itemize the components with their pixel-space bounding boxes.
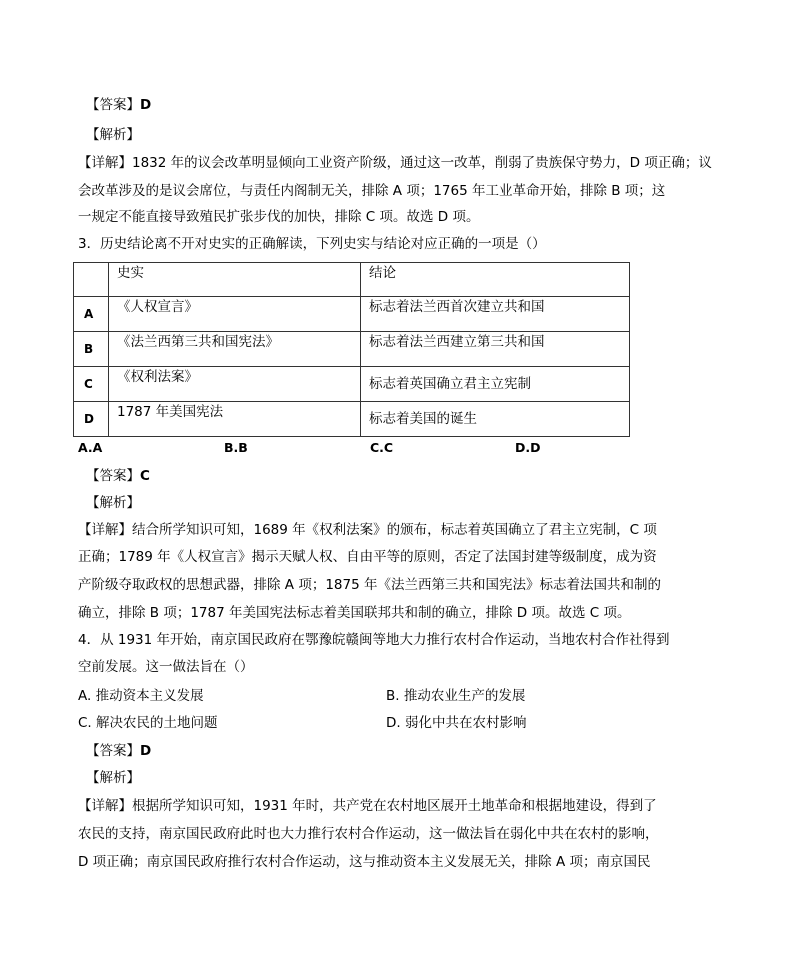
row-conclusion: 标志着法兰西建立第三共和国 [361, 332, 630, 367]
table-header-cell [74, 263, 109, 297]
row-conclusion: 标志着法兰西首次建立共和国 [361, 297, 630, 332]
option-c: C.C [370, 440, 394, 455]
q3-analysis-label: 【解析】 [86, 495, 140, 511]
q2-answer: 【答案】D [86, 97, 152, 113]
option-a: A. 推动资本主义发展 [78, 688, 204, 704]
option-d: D. 弱化中共在农村影响 [386, 715, 527, 731]
table-row [74, 332, 630, 367]
option-b: B. 推动农业生产的发展 [386, 688, 526, 704]
q2-detail-line: 会改革涉及的是议会席位，与责任内阁制无关，排除 A 项；1765 年工业革命开始，排除 B 项；这 [78, 183, 666, 199]
row-fact: 《人权宣言》 [109, 297, 361, 332]
option-c: C. 解决农民的土地问题 [78, 715, 218, 731]
q3-detail-line: 确立，排除 B 项；1787 年美国宪法标志着美国联邦共和制的确立，排除 D 项。故选 C 项。 [78, 605, 631, 621]
row-fact: 《法兰西第三共和国宪法》 [109, 332, 361, 367]
q4-detail-line: D 项正确；南京国民政府推行农村合作运动，这与推动资本主义发展无关，排除 A 项；南京国民 [78, 854, 651, 870]
table-row [74, 402, 630, 437]
table-row [74, 367, 630, 402]
row-conclusion: 标志着英国确立君主立宪制 [361, 367, 630, 402]
q3-detail-line: 【详解】结合所学知识可知，1689 年《权利法案》的颁布，标志着英国确立了君主立宪制，C 项 [78, 522, 657, 538]
option-b: B.B [224, 440, 248, 455]
row-conclusion: 标志着美国的诞生 [361, 402, 630, 437]
q3-detail-line: 产阶级夺取政权的思想武器，排除 A 项；1875 年《法兰西第三共和国宪法》标志着法国共和制的 [78, 577, 661, 593]
table-header-cell: 史实 [109, 263, 361, 297]
row-key: B [74, 332, 109, 367]
q3-stem: 3．历史结论离不开对史实的正确解读，下列史实与结论对应正确的一项是（） [78, 236, 546, 252]
option-d: D.D [515, 440, 541, 455]
q4-answer: 【答案】D [86, 743, 152, 759]
table-header-row [74, 263, 630, 297]
q2-detail-line: 一规定不能直接导致殖民扩张步伐的加快，排除 C 项。故选 D 项。 [78, 209, 480, 225]
q2-detail-line: 【详解】1832 年的议会改革明显倾向工业资产阶级，通过这一改革，削弱了贵族保守势力，D 项正确；议 [78, 155, 712, 171]
row-fact: 1787 年美国宪法 [109, 402, 361, 437]
row-key: A [74, 297, 109, 332]
q4-analysis-label: 【解析】 [86, 770, 140, 786]
q3-detail-line: 正确；1789 年《人权宣言》揭示天赋人权、自由平等的原则，否定了法国封建等级制度，成为资 [78, 549, 657, 565]
table-row [74, 297, 630, 332]
option-a: A.A [78, 440, 103, 455]
q2-analysis-label: 【解析】 [86, 127, 140, 143]
q3-table [73, 262, 630, 437]
q4-stem: 4．从 1931 年开始，南京国民政府在鄂豫皖赣闽等地大力推行农村合作运动，当地农村合作社得到 [78, 632, 670, 648]
row-key: C [74, 367, 109, 402]
q4-detail-line: 农民的支持，南京国民政府此时也大力推行农村合作运动，这一做法旨在弱化中共在农村的影响， [78, 826, 659, 842]
q4-detail-line: 【详解】根据所学知识可知，1931 年时，共产党在农村地区展开土地革命和根据地建设，得到了 [78, 798, 657, 814]
table-header-cell: 结论 [361, 263, 630, 297]
q4-stem: 空前发展。这一做法旨在（） [78, 659, 254, 675]
row-key: D [74, 402, 109, 437]
row-fact: 《权利法案》 [109, 367, 361, 402]
q3-answer: 【答案】C [86, 468, 150, 484]
